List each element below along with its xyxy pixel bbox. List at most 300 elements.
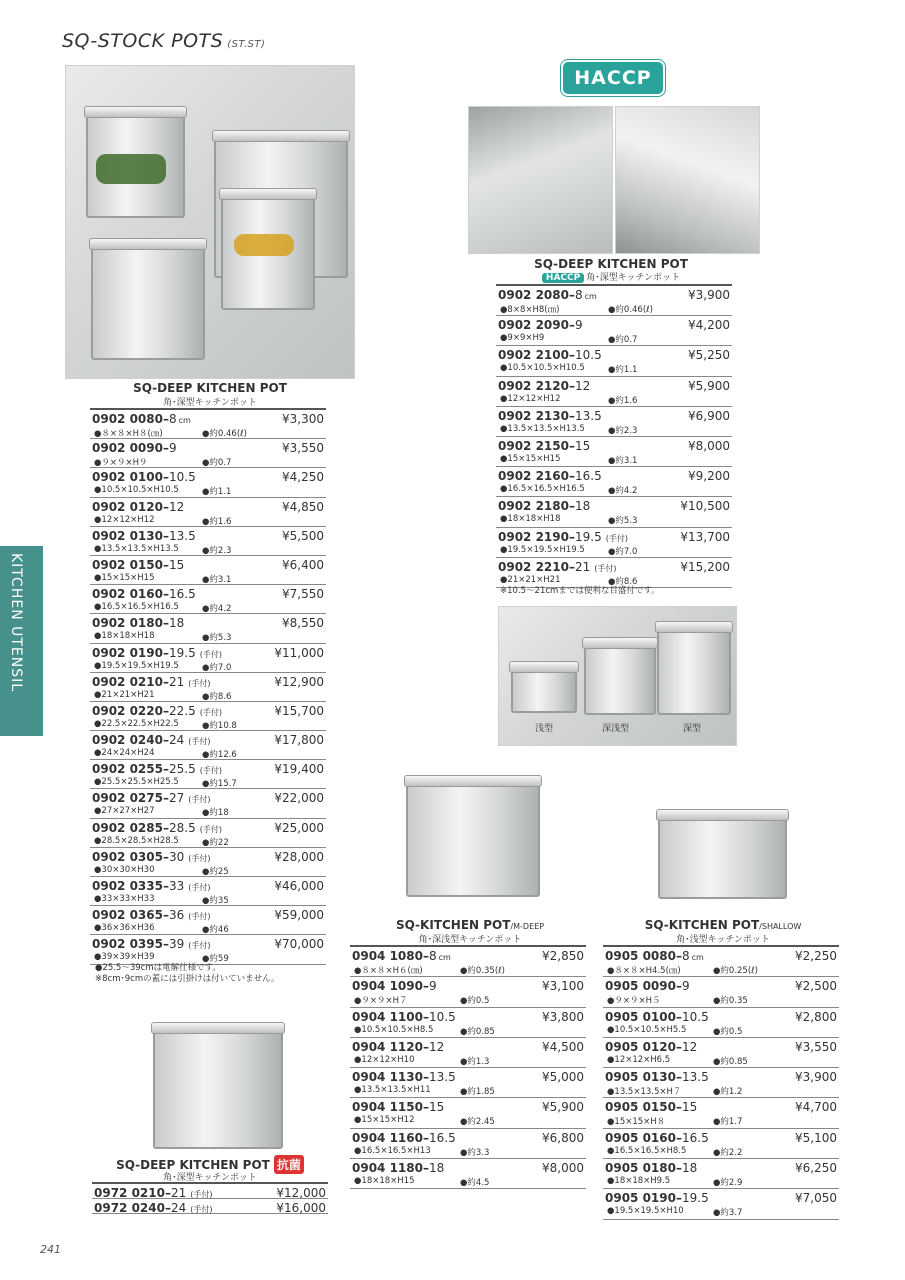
product-price: ¥70,000 <box>274 937 324 952</box>
product-capacity: ●約1.6 <box>202 516 232 527</box>
dash: – <box>675 1191 682 1206</box>
product-price: ¥16,000 <box>276 1201 326 1215</box>
product-dimensions: ●19.5×19.5×H19.5 <box>94 660 179 671</box>
product-size: 8 <box>428 949 437 963</box>
product-row[interactable] <box>90 673 326 702</box>
product-row[interactable] <box>90 731 326 760</box>
product-code <box>498 409 602 423</box>
product-dimensions: ●10.5×10.5×H10.5 <box>94 485 179 496</box>
product-number: 0902 0285 <box>92 820 163 835</box>
product-capacity: ●約4.2 <box>608 486 638 497</box>
dash: – <box>162 441 169 456</box>
product-code <box>92 500 184 514</box>
product-dimensions: ●13.5×13.5×H７ <box>607 1087 682 1098</box>
product-row[interactable] <box>90 877 326 906</box>
section-e-subtitle: 角･深型キッチンポット <box>163 1173 257 1183</box>
product-number: 0902 0090 <box>92 441 163 456</box>
product-number: 0902 0100 <box>92 470 163 485</box>
product-number: 0902 0120 <box>92 499 163 514</box>
product-number: 0902 0305 <box>92 849 163 864</box>
shallow-label: 浅型 <box>535 724 554 734</box>
product-code <box>498 530 628 544</box>
m-deep-pot-image <box>398 755 548 905</box>
product-row[interactable] <box>350 1008 586 1038</box>
product-dimensions: ●18×18×H9.5 <box>607 1176 671 1187</box>
dash: – <box>675 1100 682 1115</box>
product-size: 15 <box>168 557 185 572</box>
product-capacity: ●約5.3 <box>202 633 232 644</box>
product-code <box>498 439 590 453</box>
product-row[interactable] <box>603 1008 839 1038</box>
title-text: SQ-STOCK POTS <box>62 30 224 52</box>
dash: – <box>422 1070 429 1085</box>
product-dimensions: ●36×36×H36 <box>94 923 155 934</box>
product-dimensions: ●16.5×16.5×H16.5 <box>94 602 179 613</box>
product-code <box>352 1010 456 1024</box>
product-code <box>92 529 196 543</box>
product-dimensions: ●12×12×H10 <box>354 1054 415 1065</box>
product-number: 0904 1120 <box>352 1039 423 1054</box>
product-price: ¥6,400 <box>282 557 324 572</box>
product-capacity: ●約0.7 <box>202 458 232 469</box>
product-row[interactable] <box>90 527 326 556</box>
section-b-subtitle-text: 角･深型キッチンポット <box>586 273 681 283</box>
product-dimensions: ●13.5×13.5×H13.5 <box>500 423 585 434</box>
product-row[interactable] <box>350 1068 586 1098</box>
product-number: 0972 0210 <box>94 1186 165 1200</box>
product-code <box>92 937 211 951</box>
product-code <box>92 616 184 630</box>
product-row[interactable] <box>90 614 326 643</box>
product-code <box>498 348 602 362</box>
product-size: 9 <box>428 979 437 994</box>
note-line: ●25.5～39cmは電解仕様です。 <box>95 963 221 973</box>
product-row[interactable] <box>603 1098 839 1128</box>
dash: – <box>675 1161 682 1176</box>
product-code <box>352 979 437 993</box>
product-row[interactable] <box>90 702 326 731</box>
product-number: 0972 0240 <box>94 1201 165 1215</box>
dash: – <box>162 470 169 485</box>
product-number: 0902 0275 <box>92 791 163 806</box>
product-dimensions: ●12×12×H12 <box>500 393 561 404</box>
handle-note: (手付) <box>188 795 211 805</box>
product-code <box>92 850 211 864</box>
product-code <box>92 587 196 601</box>
product-code <box>498 288 597 302</box>
product-code <box>92 646 222 660</box>
product-code <box>605 1161 697 1175</box>
product-row[interactable] <box>350 1129 586 1159</box>
product-number: 0902 2080 <box>498 288 569 302</box>
product-size: 13.5 <box>681 1070 709 1085</box>
product-capacity: ●約3.1 <box>608 455 638 466</box>
product-row[interactable] <box>92 1199 328 1214</box>
product-size: 15 <box>681 1100 698 1115</box>
product-dimensions: ●９×９×H５ <box>607 996 661 1007</box>
product-number: 0902 2120 <box>498 378 569 393</box>
dash: – <box>675 1070 682 1085</box>
product-number: 0904 1090 <box>352 979 423 994</box>
product-row[interactable] <box>496 286 732 316</box>
product-row[interactable] <box>350 1159 586 1189</box>
product-row[interactable] <box>90 644 326 673</box>
dash: – <box>675 949 682 963</box>
product-capacity: ●約3.1 <box>202 574 232 585</box>
product-dimensions: ●33×33×H33 <box>94 894 155 904</box>
product-size: 10.5 <box>428 1009 456 1024</box>
product-row[interactable] <box>90 760 326 789</box>
product-dimensions: ●30×30×H30 <box>94 864 155 875</box>
handle-note: (手付) <box>199 707 222 717</box>
product-dimensions: ●８×８×H８(㎝) <box>94 429 163 439</box>
product-number: 0905 0190 <box>605 1191 676 1206</box>
section-d-subtitle: 角･浅型キッチンポット <box>676 935 770 945</box>
product-row[interactable] <box>603 977 839 1007</box>
product-capacity: ●約0.5 <box>460 996 490 1007</box>
handle-note: (手付) <box>594 563 617 573</box>
product-size: 8 <box>168 412 177 426</box>
product-dimensions: ●15×15×H８ <box>607 1117 666 1128</box>
product-capacity: ●約3.3 <box>460 1147 490 1158</box>
product-size: 33 <box>168 879 185 893</box>
product-row[interactable] <box>90 906 326 935</box>
product-row[interactable] <box>496 407 732 437</box>
product-price: ¥12,900 <box>274 674 324 689</box>
product-row[interactable] <box>90 498 326 527</box>
product-number: 0905 0150 <box>605 1100 676 1115</box>
product-dimensions: ●39×39×H39 <box>94 952 155 963</box>
product-row[interactable] <box>90 935 326 964</box>
product-code <box>92 879 211 893</box>
product-row[interactable] <box>603 1038 839 1068</box>
product-price: ¥17,800 <box>274 733 324 748</box>
product-capacity: ●約25 <box>202 866 229 877</box>
dash: – <box>568 499 575 514</box>
product-row[interactable] <box>603 947 839 977</box>
product-capacity: ●約0.35 <box>713 996 748 1007</box>
product-capacity: ●約1.7 <box>713 1117 743 1128</box>
dash: – <box>422 949 429 963</box>
dash: – <box>162 499 169 514</box>
dash: – <box>164 1201 171 1215</box>
product-capacity: ●約2.45 <box>460 1117 495 1128</box>
product-price: ¥8,550 <box>282 616 324 631</box>
product-price: ¥13,700 <box>680 529 730 544</box>
product-size: 25.5 <box>168 762 196 777</box>
section-e-title-text: SQ-DEEP KITCHEN POT <box>116 1158 270 1172</box>
product-capacity: ●約7.0 <box>608 546 638 557</box>
product-price: ¥6,250 <box>795 1161 837 1176</box>
product-code <box>352 1100 444 1114</box>
product-price: ¥11,000 <box>274 645 324 660</box>
product-price: ¥3,900 <box>795 1070 837 1085</box>
page-title <box>62 30 265 52</box>
product-price: ¥2,850 <box>542 949 584 963</box>
product-dimensions: ●12×12×H12 <box>94 514 155 525</box>
product-row[interactable] <box>90 848 326 877</box>
product-dimensions: ●12×12×H6.5 <box>607 1054 671 1065</box>
product-row[interactable] <box>496 437 732 467</box>
product-number: 0905 0090 <box>605 979 676 994</box>
product-price: ¥4,250 <box>282 470 324 485</box>
product-row[interactable] <box>603 1068 839 1098</box>
product-capacity: ●約1.1 <box>202 487 232 498</box>
product-dimensions: ●13.5×13.5×H13.5 <box>94 543 179 554</box>
product-number: 0904 1130 <box>352 1070 423 1085</box>
product-row[interactable] <box>92 1184 328 1199</box>
product-capacity: ●約5.3 <box>608 516 638 527</box>
product-price: ¥3,550 <box>282 441 324 456</box>
product-row[interactable] <box>350 947 586 977</box>
product-price: ¥7,050 <box>795 1191 837 1206</box>
product-number: 0902 0365 <box>92 908 163 923</box>
product-size: 18 <box>574 499 591 514</box>
product-row[interactable] <box>603 1189 839 1219</box>
product-dimensions: ●15×15×H15 <box>500 453 561 464</box>
dash: – <box>568 408 575 423</box>
product-code <box>94 1186 213 1200</box>
product-row[interactable] <box>90 410 326 439</box>
product-capacity: ●約2.9 <box>713 1178 743 1189</box>
product-price: ¥2,800 <box>795 1009 837 1024</box>
product-dimensions: ●８×８×H６(㎝) <box>354 966 423 976</box>
product-capacity: ●約1.85 <box>460 1087 495 1098</box>
handle-note: (手付) <box>188 883 211 892</box>
product-number: 0904 1100 <box>352 1009 423 1024</box>
dash: – <box>422 1039 429 1054</box>
product-row[interactable] <box>496 558 732 588</box>
product-dimensions: ●19.5×19.5×H10 <box>607 1206 684 1217</box>
product-code <box>92 762 222 776</box>
product-number: 0904 1080 <box>352 949 423 963</box>
product-dimensions: ●16.5×16.5×H16.5 <box>500 484 585 495</box>
product-price: ¥6,800 <box>542 1130 584 1145</box>
product-size: 27 <box>168 791 185 806</box>
section-e-table <box>92 1182 328 1214</box>
product-code <box>92 558 184 572</box>
antibacterial-badge: 抗菌 <box>274 1155 304 1174</box>
product-capacity: ●約22 <box>202 837 229 848</box>
product-price: ¥6,900 <box>688 408 730 423</box>
dash: – <box>568 438 575 453</box>
product-row[interactable] <box>350 977 586 1007</box>
product-row[interactable] <box>90 789 326 818</box>
product-capacity: ●約10.8 <box>202 720 237 731</box>
product-code <box>352 1131 456 1145</box>
main-product-photo <box>65 65 355 379</box>
product-size: 10.5 <box>574 348 602 363</box>
dash: – <box>162 587 169 602</box>
product-price: ¥19,400 <box>274 762 324 777</box>
section-c-title-text: SQ-KITCHEN POT <box>395 918 511 932</box>
product-code <box>498 560 617 574</box>
product-price: ¥3,900 <box>688 288 730 302</box>
product-size: 21 <box>170 1186 187 1200</box>
product-code <box>92 821 222 835</box>
product-dimensions: ●10.5×10.5×H8.5 <box>354 1024 434 1035</box>
product-code <box>605 1131 709 1145</box>
product-capacity: ●約2.3 <box>608 425 638 436</box>
product-price: ¥4,500 <box>542 1039 584 1054</box>
product-row[interactable] <box>496 346 732 376</box>
side-category-label: KITCHEN UTENSIL <box>8 553 24 693</box>
dash: – <box>162 412 169 426</box>
section-d-title-suffix: /SHALLOW <box>759 922 802 931</box>
product-capacity: ●約0.7 <box>608 335 638 346</box>
section-d-title-text: SQ-KITCHEN POT <box>644 918 760 932</box>
product-price: ¥9,200 <box>688 469 730 484</box>
dash: – <box>162 937 169 952</box>
product-capacity: ●約2.3 <box>202 545 232 556</box>
product-price: ¥3,100 <box>542 979 584 994</box>
product-code <box>92 733 211 747</box>
size-unit: cm <box>691 953 704 962</box>
product-code <box>498 499 590 513</box>
product-size: 19.5 <box>574 529 602 544</box>
handle-note: (手付) <box>188 941 211 951</box>
section-b-title: SQ-DEEP KITCHEN POT <box>534 257 688 271</box>
product-row[interactable] <box>603 1129 839 1159</box>
product-capacity: ●約0.5 <box>713 1026 743 1037</box>
product-size: 8 <box>574 288 583 302</box>
product-row[interactable] <box>90 819 326 848</box>
dash: – <box>162 733 169 748</box>
product-size: 19.5 <box>168 645 196 660</box>
product-dimensions: ●15×15×H12 <box>354 1115 415 1126</box>
dash: – <box>675 1130 682 1145</box>
product-number: 0902 2130 <box>498 408 569 423</box>
product-size: 15 <box>574 438 591 453</box>
product-price: ¥3,550 <box>795 1039 837 1054</box>
product-row[interactable] <box>90 439 326 468</box>
product-capacity: ●約1.6 <box>608 395 638 406</box>
product-capacity: ●約4.2 <box>202 604 232 615</box>
product-size: 13.5 <box>574 408 602 423</box>
product-number: 0905 0160 <box>605 1130 676 1145</box>
product-dimensions: ●18×18×H15 <box>354 1176 415 1187</box>
dash: – <box>162 528 169 543</box>
haccp-badge: HACCP <box>563 62 663 94</box>
dash: – <box>568 469 575 484</box>
product-size: 10.5 <box>168 470 196 485</box>
product-code <box>92 704 222 718</box>
handle-note: (手付) <box>199 766 222 776</box>
product-row[interactable] <box>496 316 732 346</box>
antibacterial-pot-image <box>145 1005 295 1155</box>
product-number: 0902 2160 <box>498 469 569 484</box>
haccp-detail-photo-2 <box>615 106 760 254</box>
product-price: ¥4,700 <box>795 1100 837 1115</box>
product-size: 19.5 <box>681 1191 709 1206</box>
product-size: 9 <box>168 441 177 456</box>
product-price: ¥8,000 <box>542 1161 584 1176</box>
dash: – <box>675 1009 682 1024</box>
product-dimensions: ●22.5×22.5×H22.5 <box>94 718 179 729</box>
product-code <box>605 1191 709 1205</box>
product-code <box>498 379 590 393</box>
product-code <box>605 1010 709 1024</box>
product-code <box>352 1161 444 1175</box>
product-dimensions: ●28.5×28.5×H28.5 <box>94 835 179 846</box>
product-row[interactable] <box>90 468 326 497</box>
section-b-note: ※10.5～21cmまでは便利な目盛付です。 <box>500 586 660 596</box>
product-row[interactable] <box>603 1159 839 1189</box>
product-number: 0902 0180 <box>92 616 163 631</box>
product-dimensions: ●27×27×H27 <box>94 806 155 817</box>
product-price: ¥2,500 <box>795 979 837 994</box>
handle-note: (手付) <box>190 1205 213 1214</box>
product-capacity: ●約46 <box>202 925 229 936</box>
product-row[interactable] <box>350 1038 586 1068</box>
product-size: 18 <box>428 1161 445 1176</box>
product-code <box>92 791 211 805</box>
product-number: 0902 2100 <box>498 348 569 363</box>
section-c-title-suffix: /M-DEEP <box>510 922 545 931</box>
dash: – <box>422 1130 429 1145</box>
section-b-table <box>496 284 732 588</box>
product-dimensions: ●10.5×10.5×H5.5 <box>607 1024 687 1035</box>
dash: – <box>675 979 682 994</box>
section-d-table <box>603 945 839 1220</box>
product-price: ¥5,100 <box>795 1130 837 1145</box>
product-code <box>605 1040 697 1054</box>
product-price: ¥5,250 <box>688 348 730 363</box>
product-size: 18 <box>681 1161 698 1176</box>
handle-note: (手付) <box>188 737 211 747</box>
product-number: 0902 2210 <box>498 559 569 574</box>
product-number: 0905 0180 <box>605 1161 676 1176</box>
product-price: ¥22,000 <box>274 791 324 806</box>
product-price: ¥15,200 <box>680 559 730 574</box>
product-capacity: ●約0.35(ℓ) <box>460 966 505 976</box>
product-size: 30 <box>168 849 185 864</box>
size-unit: cm <box>178 416 191 425</box>
product-row[interactable] <box>496 528 732 558</box>
product-size: 24 <box>168 733 185 748</box>
product-price: ¥15,700 <box>274 703 324 718</box>
product-row[interactable] <box>90 585 326 614</box>
product-number: 0902 0150 <box>92 557 163 572</box>
product-row[interactable] <box>496 497 732 527</box>
product-row[interactable] <box>90 556 326 585</box>
product-row[interactable] <box>496 377 732 407</box>
product-code <box>92 470 196 484</box>
product-number: 0902 0395 <box>92 937 163 952</box>
product-price: ¥5,900 <box>542 1100 584 1115</box>
section-b-subtitle <box>496 270 726 283</box>
product-dimensions: ●13.5×13.5×H11 <box>354 1085 431 1096</box>
product-price: ¥7,550 <box>282 587 324 602</box>
section-c-title <box>350 918 590 932</box>
product-size: 15 <box>428 1100 445 1115</box>
product-number: 0902 0335 <box>92 879 163 893</box>
product-size: 12 <box>574 378 591 393</box>
product-row[interactable] <box>350 1098 586 1128</box>
product-row[interactable] <box>496 467 732 497</box>
product-number: 0902 0210 <box>92 674 163 689</box>
dash: – <box>422 1009 429 1024</box>
product-capacity: ●約0.25(ℓ) <box>713 966 758 976</box>
product-dimensions: ●15×15×H15 <box>94 572 155 583</box>
product-price: ¥5,500 <box>282 528 324 543</box>
dash: – <box>568 288 575 302</box>
size-comparison-photo <box>498 606 737 746</box>
size-unit: cm <box>438 953 451 962</box>
product-dimensions: ●18×18×H18 <box>94 631 155 642</box>
product-code <box>498 318 583 332</box>
product-number: 0902 0130 <box>92 528 163 543</box>
